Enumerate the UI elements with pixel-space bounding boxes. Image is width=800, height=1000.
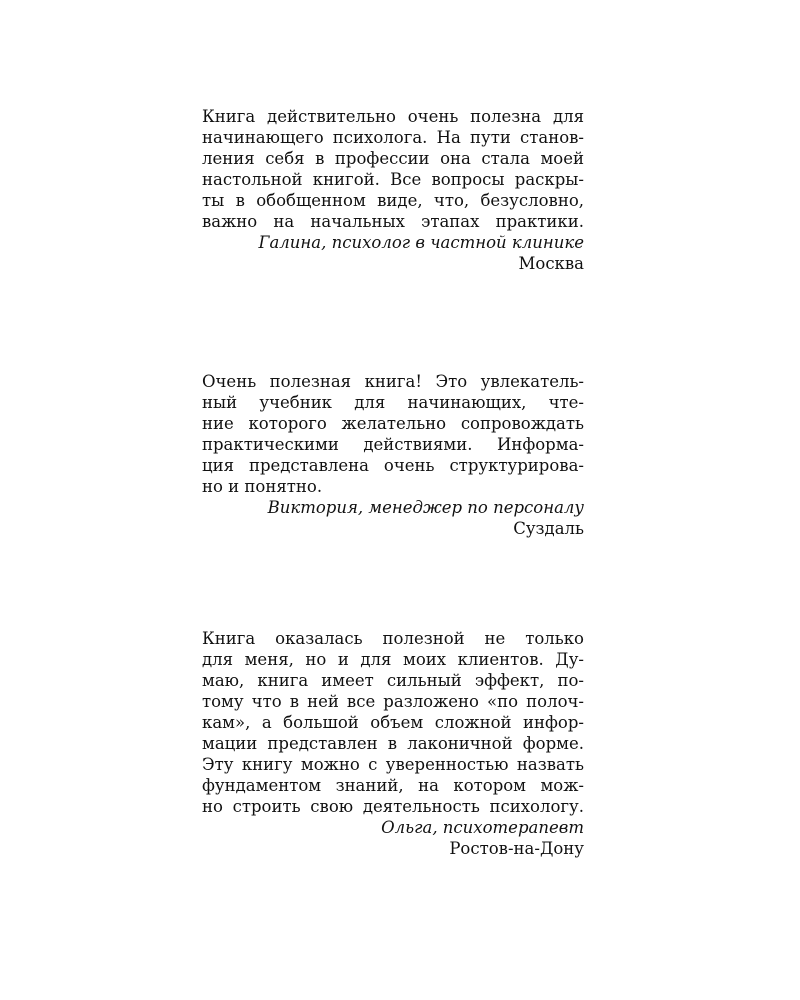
review-author: Галина, психолог в частной клинике (258, 233, 584, 252)
review-city: Суздаль (513, 519, 584, 538)
text-line: Книга действительно очень полезна для (202, 107, 584, 126)
text-line: Эту книгу можно с уверенностью назвать (202, 755, 584, 774)
text-line: ления себя в профессии она стала моей (202, 149, 584, 168)
text-line: настольной книгой. Все вопросы раскры- (202, 170, 584, 189)
text-line: для меня, но и для моих клиентов. Ду- (202, 650, 584, 669)
text-line: практическими действиями. Информа- (202, 435, 584, 454)
text-line: ный учебник для начинающих, чте- (202, 393, 584, 412)
text-line: но строить свою деятельность психологу. (202, 797, 584, 816)
review-author: Ольга, психотерапевт (381, 818, 584, 837)
text-line: ние которого желательно сопровождать (202, 414, 584, 433)
text-line: мации представлен в лаконичной форме. (202, 734, 584, 753)
text-line: важно на начальных этапах практики. (202, 212, 584, 231)
review-text (202, 106, 584, 232)
text-line: ция представлена очень структурирова- (202, 456, 584, 475)
review-city: Ростов-на-Дону (449, 839, 584, 858)
text-line: кам», а большой объем сложной инфор- (202, 713, 584, 732)
text-line: Книга оказалась полезной не только (202, 629, 584, 648)
review-city: Москва (518, 254, 584, 273)
text-line: маю, книга имеет сильный эффект, по- (202, 671, 584, 690)
review-1 (202, 106, 584, 274)
text-line: фундаментом знаний, на котором мож- (202, 776, 584, 795)
text-line: Очень полезная книга! Это увлекатель- (202, 372, 584, 391)
review-2 (202, 371, 584, 539)
review-text (202, 628, 584, 817)
text-line: но и понятно. (202, 477, 323, 496)
review-author: Виктория, менеджер по персоналу (267, 498, 584, 517)
review-text (202, 371, 584, 497)
review-3 (202, 628, 584, 859)
text-line: тому что в ней все разложено «по полоч- (202, 692, 584, 711)
text-line: начинающего психолога. На пути станов- (202, 128, 584, 147)
text-line: ты в обобщенном виде, что, безусловно, (202, 191, 584, 210)
